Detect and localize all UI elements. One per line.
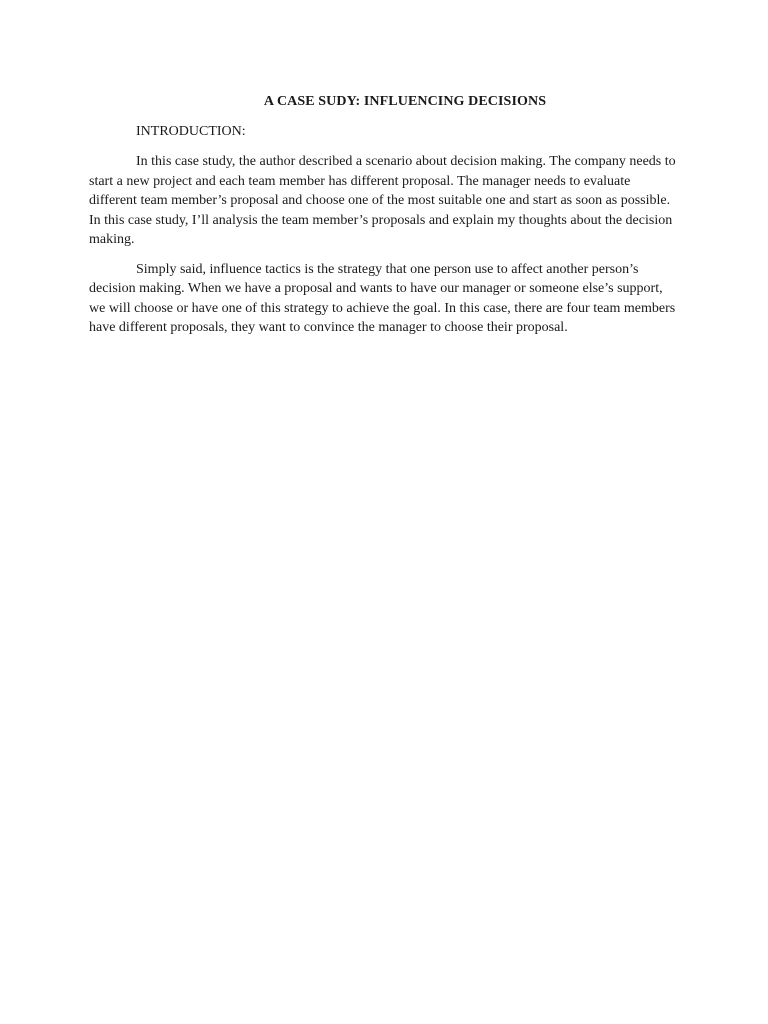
document-body [89,92,681,338]
document-title: A CASE SUDY: INFLUENCING DECISIONS [263,94,547,109]
paragraph-2: Simply said, influence tactics is the strategy that one person use to affect another person’s decision making. When we have a proposal and wants to have our manager or someone else’s support, we will choose or have one of this strategy to achieve the goal. In this case, there are four team members have different proposals, they want to convince the manager to choose their proposal. [89,261,676,335]
paragraph-1: In this case study, the author described a scenario about decision making. The company needs to start a new project and each team member has different proposal. The manager needs to evaluate different team member’s proposal and choose one of the most suitable one and start as soon as possible. In this case study, I’ll analysis the team member’s proposals and explain my thoughts about the decision making. [89,154,676,247]
introduction-heading: INTRODUCTION: [136,124,246,139]
